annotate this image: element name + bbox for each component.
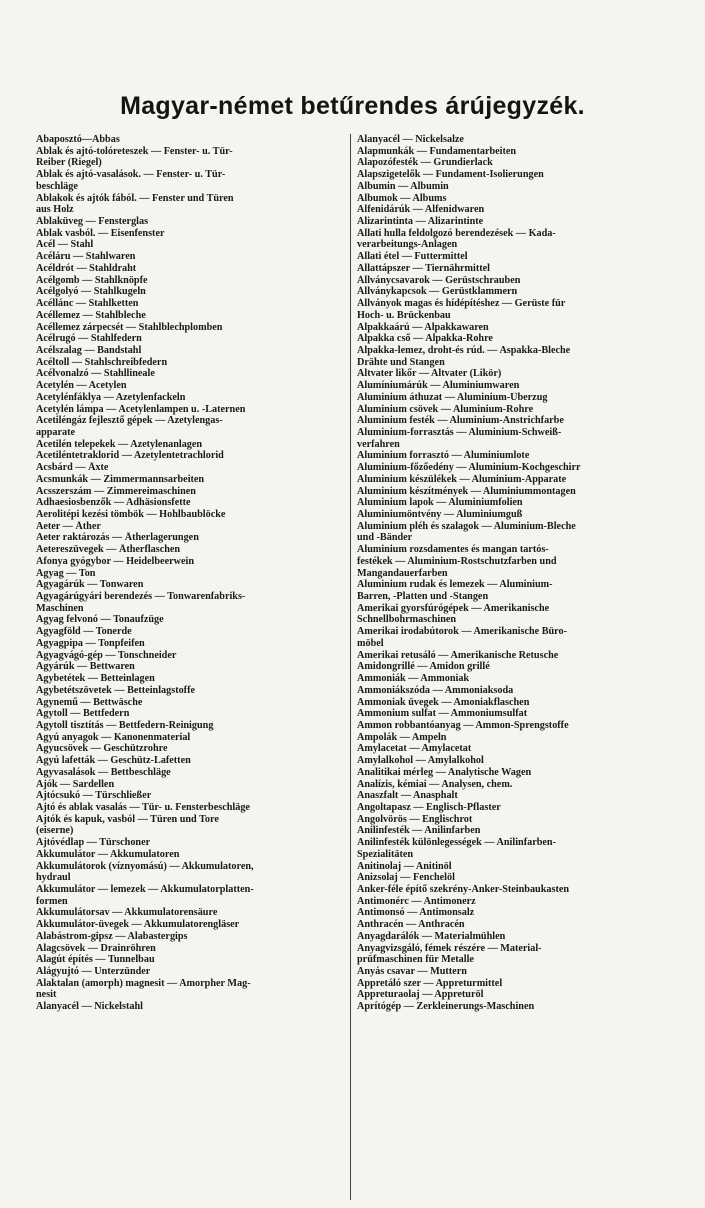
entry-line: Alapmunkák — Fundamentarbeiten bbox=[357, 145, 517, 157]
entry-line: Afonya gyógybor — Heidelbeerwein bbox=[36, 555, 194, 567]
entry-line: Hoch- u. Brückenbau bbox=[357, 309, 451, 321]
entry-line: Acéllemez zárpecsét — Stahlblechplomben bbox=[36, 321, 223, 333]
entry-line: Állványok magas és hídépítéshez — Gerüste für bbox=[357, 298, 566, 310]
entry-line: Akkumulátorok (víznyomású) — Akkumulatoren, bbox=[36, 860, 254, 872]
entry-line: Ajtók és kapuk, vasból — Türen und Tore bbox=[36, 813, 219, 825]
entry-line: Barren, -Platten und -Stangen bbox=[357, 591, 489, 603]
entry-line: Abaposztó—Abbas bbox=[36, 134, 120, 145]
entry-line: Acélvonalzó — Stahllineale bbox=[36, 368, 155, 380]
page-title: Magyar-német betűrendes árújegyzék. bbox=[120, 92, 585, 120]
entry-line: Ablaküveg — Fensterglas bbox=[36, 216, 149, 228]
entry-line: Alpakkaárú — Alpakkawaren bbox=[357, 321, 489, 333]
entry-line: Alágyujtó — Unterzünder bbox=[36, 966, 151, 978]
entry-line: Aluminium készítmények — Aluminiummontagen bbox=[357, 485, 576, 497]
entry-line: Allati étel — Futtermittel bbox=[357, 251, 468, 263]
entry-line: (eiserne) bbox=[36, 825, 74, 837]
right-column bbox=[357, 134, 673, 1013]
entry-line: Allati hulla feldolgozó berendezések — Kada- bbox=[357, 227, 556, 239]
entry-line: Acéldrót — Stahldraht bbox=[36, 262, 137, 274]
entry-line: Acélrugó — Stahlfedern bbox=[36, 333, 142, 345]
entry-line: Agyag felvonó — Tonaufzüge bbox=[36, 614, 164, 626]
entry-line: Reiber (Riegel) bbox=[36, 157, 102, 169]
entry-line: Mangandauerfarben bbox=[357, 567, 448, 579]
entry-line: verarbeitungs-Anlagen bbox=[357, 239, 458, 251]
entry-line: Acetylén — Acetylen bbox=[36, 380, 127, 392]
entry-line: Aluminium-forrasztás — Aluminium-Schweiß- bbox=[357, 426, 562, 438]
entry-line: Akkumulátor — Akkumulatoren bbox=[36, 848, 180, 860]
entry-line: Ajók — Sardellen bbox=[36, 778, 115, 790]
entry-line: apparate bbox=[36, 426, 76, 438]
entry-line: Acetiléngáz fejlesztő gépek — Azetylengas- bbox=[36, 415, 223, 427]
entry-line: Acéllemez — Stahlbleche bbox=[36, 309, 146, 321]
entry-line: Aluminium csövek — Aluminium-Rohre bbox=[357, 403, 534, 415]
entry-line: Amerikai irodabútorok — Amerikanische Büro- bbox=[357, 626, 567, 638]
entry-line: Anker-féle építő szekrény-Anker-Steinbaukasten bbox=[357, 884, 570, 895]
entry-line: Agyucsövek — Geschützrohre bbox=[36, 743, 168, 755]
entry-line: Anyagdarálók — Materialmühlen bbox=[357, 930, 506, 942]
entry-line: Albumin — Albumin bbox=[357, 180, 449, 192]
entry-line: möbel bbox=[357, 637, 384, 649]
entry-line: Appretáló szer — Appreturmittel bbox=[357, 977, 503, 989]
entry-line: Acetylén lámpa — Acetylenlampen u. -Laternen bbox=[36, 403, 246, 415]
entry-line: Amidongrillé — Amidon grillé bbox=[357, 661, 490, 673]
entry-line: Agyvasalások — Bettbeschläge bbox=[36, 766, 171, 778]
entry-line: Allattápszer — Tiernährmittel bbox=[357, 262, 490, 274]
entry-line: Angolvörös — Englischrot bbox=[357, 813, 473, 825]
entry-line: Appreturaolaj — Appreturöl bbox=[357, 989, 484, 1001]
entry-line: aus Holz bbox=[36, 204, 74, 216]
entry-line: Aluminium pléh és szalagok — Aluminium-Bleche bbox=[357, 520, 576, 532]
entry-line: Acéláru — Stahlwaren bbox=[36, 251, 136, 263]
entry-line: Alapszigetelők — Fundament-Isolierungen bbox=[357, 169, 544, 181]
entry-line: Agynemű — Bettwäsche bbox=[36, 696, 143, 708]
entry-line: Ammoniák — Ammoniak bbox=[357, 673, 470, 685]
entry-line: Agybetétszövetek — Betteinlagstoffe bbox=[36, 684, 195, 696]
entry-line: Ammoniak üvegek — Amoniakflaschen bbox=[357, 696, 530, 708]
entry-line: Ammon robbantóanyag — Ammon-Sprengstoffe bbox=[357, 719, 569, 731]
entry-line: nesit bbox=[36, 989, 57, 1001]
entry-line: Aluminium áthuzat — Aluminium-Überzug bbox=[357, 391, 548, 403]
entry-line: Ampolák — Ampeln bbox=[357, 731, 447, 743]
entry-line: Aeter raktározás — Ätherlagerungen bbox=[36, 532, 199, 544]
entry-line: Anitinolaj — Anitinöl bbox=[357, 860, 452, 872]
entry-line: Akkumulátor-üvegek — Akkumulatorengläser bbox=[36, 919, 240, 931]
entry-line: Ammoniákszóda — Ammoniaksoda bbox=[357, 684, 514, 696]
entry-line: Anilinfesték különlegességek — Anilinfarben- bbox=[357, 837, 556, 849]
entry-line: Aprítógép — Zerkleinerungs-Maschinen bbox=[357, 1001, 535, 1013]
entry-line: Acélgolyó — Stahlkugeln bbox=[36, 286, 146, 298]
entry-line: Agyag — Ton bbox=[36, 567, 96, 579]
entry-line: Angoltapasz — Englisch-Pflaster bbox=[357, 801, 501, 813]
entry-line: Acetylénfáklya — Azetylenfackeln bbox=[36, 391, 186, 403]
entry-line: Állványcsavarok — Gerüstschrauben bbox=[357, 274, 521, 286]
entry-line: Agyagárúk — Tonwaren bbox=[36, 579, 144, 591]
entry-line: und -Bänder bbox=[357, 532, 413, 544]
entry-line: Acetiléntetraklorid — Azetylentetrachlorid bbox=[36, 450, 224, 462]
entry-line: Aetereszüvegek — Ätherflaschen bbox=[36, 544, 181, 556]
entry-line: Agyagvágó-gép — Tonschneider bbox=[36, 649, 177, 661]
entry-line: Alabástrom-gipsz — Alabastergips bbox=[36, 930, 188, 942]
entry-line: Alpakka-lemez, droht-és rúd. — Aspakka-Bleche bbox=[357, 344, 571, 356]
entry-line: Agyú lafetták — Geschütz-Lafetten bbox=[36, 755, 191, 767]
entry-line: Ajtó és ablak vasalás — Tür- u. Fensterbeschläge bbox=[36, 801, 250, 813]
entry-line: beschläge bbox=[36, 180, 78, 192]
entry-line: Acéllánc — Stahlketten bbox=[36, 298, 139, 310]
entry-line: Alpakka cső — Alpakka-Rohre bbox=[357, 333, 493, 345]
entry-line: Aluminium festék — Aluminium-Anstrichfarbe bbox=[357, 415, 564, 427]
entry-line: Analitikai mérleg — Analytische Wagen bbox=[357, 766, 532, 778]
entry-line: prüfmaschinen für Metalle bbox=[357, 954, 474, 966]
entry-line: Agytoll tisztítás — Bettfedern-Reinigung bbox=[36, 719, 214, 731]
entry-line: Aluminium lapok — Aluminiumfolien bbox=[357, 497, 523, 509]
entry-line: Agytoll — Bettfedern bbox=[36, 708, 130, 720]
entry-line: Anyás csavar — Muttern bbox=[357, 966, 467, 978]
entry-line: Alapozófesték — Grundierlack bbox=[357, 157, 493, 169]
entry-line: Acélgomb — Stahlknöpfe bbox=[36, 274, 148, 286]
entry-line: Agyárúk — Bettwaren bbox=[36, 661, 135, 673]
entry-line: Anaszfalt — Anasphalt bbox=[357, 790, 458, 802]
entry-line: Alizarintinta — Alizarintinte bbox=[357, 216, 484, 228]
entry-line: Antimonsó — Antimonsalz bbox=[357, 907, 475, 919]
entry-line: Aluminium készülékek — Aluminium-Apparate bbox=[357, 473, 567, 485]
entry-line: Amylalkohol — Amylalkohol bbox=[357, 755, 484, 767]
entry-line: Maschinen bbox=[36, 602, 84, 614]
entry-line: Acetilén telepekek — Azetylenanlagen bbox=[36, 438, 203, 450]
entry-line: Alaktalan (amorph) magnesit — Amorpher Mag- bbox=[36, 977, 251, 989]
entry-line: Állványkapcsok — Gerüstklammern bbox=[357, 286, 518, 298]
entry-line: Acsmunkák — Zimmermannsarbeiten bbox=[36, 473, 205, 485]
entry-line: Alanyacél — Nickelsalze bbox=[357, 134, 464, 145]
entry-line: Agyagföld — Tonerde bbox=[36, 626, 132, 638]
entry-line: festékek — Aluminium-Rostschutzfarben und bbox=[357, 555, 557, 567]
entry-line: Alagút építés — Tunnelbau bbox=[36, 954, 155, 966]
entry-line: Ablak és ajtó-tolóreteszek — Fenster- u. Tür- bbox=[36, 145, 233, 157]
entry-line: verfahren bbox=[357, 438, 400, 450]
entry-line: Acélszalag — Bandstahl bbox=[36, 344, 142, 356]
entry-line: Schnellbohrmaschinen bbox=[357, 614, 457, 626]
entry-line: Aerolitépi kezési tömbök — Hohlbaublöcke bbox=[36, 509, 226, 520]
entry-line: Anthracén — Anthracén bbox=[357, 919, 465, 931]
entry-line: Ajtócsukó — Türschließer bbox=[36, 790, 152, 802]
entry-line: Ablak és ajtó-vasalások. — Fenster- u. Tür- bbox=[36, 169, 226, 181]
entry-line: Agyagárúgyári berendezés — Tonwarenfabriks- bbox=[36, 591, 246, 603]
entry-line: Amylacetat — Amylacetat bbox=[357, 743, 472, 755]
entry-line: Spezialitäten bbox=[357, 848, 414, 860]
entry-line: Aluminium rozsdamentes és mangan tartós- bbox=[357, 544, 549, 556]
entry-line: Anilinfesték — Anilinfarben bbox=[357, 825, 481, 837]
entry-line: Acsbárd — Äxte bbox=[36, 462, 109, 474]
entry-line: Antimonérc — Antimonerz bbox=[357, 895, 476, 907]
entry-line: Akkumulátor — lemezek — Akkumulatorplatten- bbox=[36, 884, 254, 895]
entry-line: Agyagpipa — Tonpfeifen bbox=[36, 637, 145, 649]
entry-line: Alagcsövek — Drainröhren bbox=[36, 942, 156, 954]
entry-line: Alanyacél — Nickelstahl bbox=[36, 1001, 143, 1013]
entry-line: Aluminium rudak és lemezek — Aluminium- bbox=[357, 579, 553, 591]
entry-line: Altvater likőr — Altvater (Likör) bbox=[357, 368, 502, 380]
entry-line: Aluminiumöntvény — Aluminiumguß bbox=[357, 509, 523, 520]
entry-line: Anyagvizsgáló, fémek részére — Material- bbox=[357, 942, 542, 954]
entry-line: Akkumulátorsav — Akkumulatorensäure bbox=[36, 907, 218, 919]
entry-line: Amerikai retusáló — Amerikanische Retusche bbox=[357, 649, 559, 661]
entry-line: Alumíniumárúk — Aluminiumwaren bbox=[357, 380, 520, 392]
entry-line: Drähte und Stangen bbox=[357, 356, 445, 368]
entry-line: Analízis, kémiai — Analysen, chem. bbox=[357, 778, 513, 790]
entry-line: Alfenidárúk — Alfenidwaren bbox=[357, 204, 485, 216]
entry-line: Acél — Stahl bbox=[36, 239, 94, 251]
entry-line: Aluminium forrasztó — Aluminiumlote bbox=[357, 450, 530, 462]
entry-line: Ablak vasból. — Eisenfenster bbox=[36, 227, 165, 239]
entry-line: hydraul bbox=[36, 872, 71, 884]
entry-line: Ammonium sulfat — Ammoniumsulfat bbox=[357, 708, 528, 720]
left-column bbox=[36, 134, 346, 1013]
column-divider bbox=[350, 134, 351, 1200]
entry-line: Agybetétek — Betteinlagen bbox=[36, 673, 155, 685]
entry-line: formen bbox=[36, 895, 68, 907]
entry-line: Albumok — Albums bbox=[357, 192, 447, 204]
entry-line: Acéltoll — Stahlschreibfedern bbox=[36, 356, 168, 368]
entry-line: Acsszerszám — Zimmereimaschinen bbox=[36, 485, 196, 497]
entry-line: Ánizsolaj — Fenchelöl bbox=[357, 872, 455, 884]
entry-line: Adhaesiosbenzők — Adhäsionsfette bbox=[36, 497, 191, 509]
entry-line: Aluminium-főzőedény — Aluminium-Kochgeschirr bbox=[357, 462, 581, 474]
entry-line: Aeter — Äther bbox=[36, 520, 101, 532]
entry-line: Agyú anyagok — Kanonenmaterial bbox=[36, 731, 191, 743]
entry-line: Ajtóvédlap — Türschoner bbox=[36, 837, 151, 849]
entry-line: Ablakok és ajtók fából. — Fenster und Türen bbox=[36, 192, 234, 204]
entry-line: Amerikai gyorsfúrógépek — Amerikanische bbox=[357, 602, 550, 614]
